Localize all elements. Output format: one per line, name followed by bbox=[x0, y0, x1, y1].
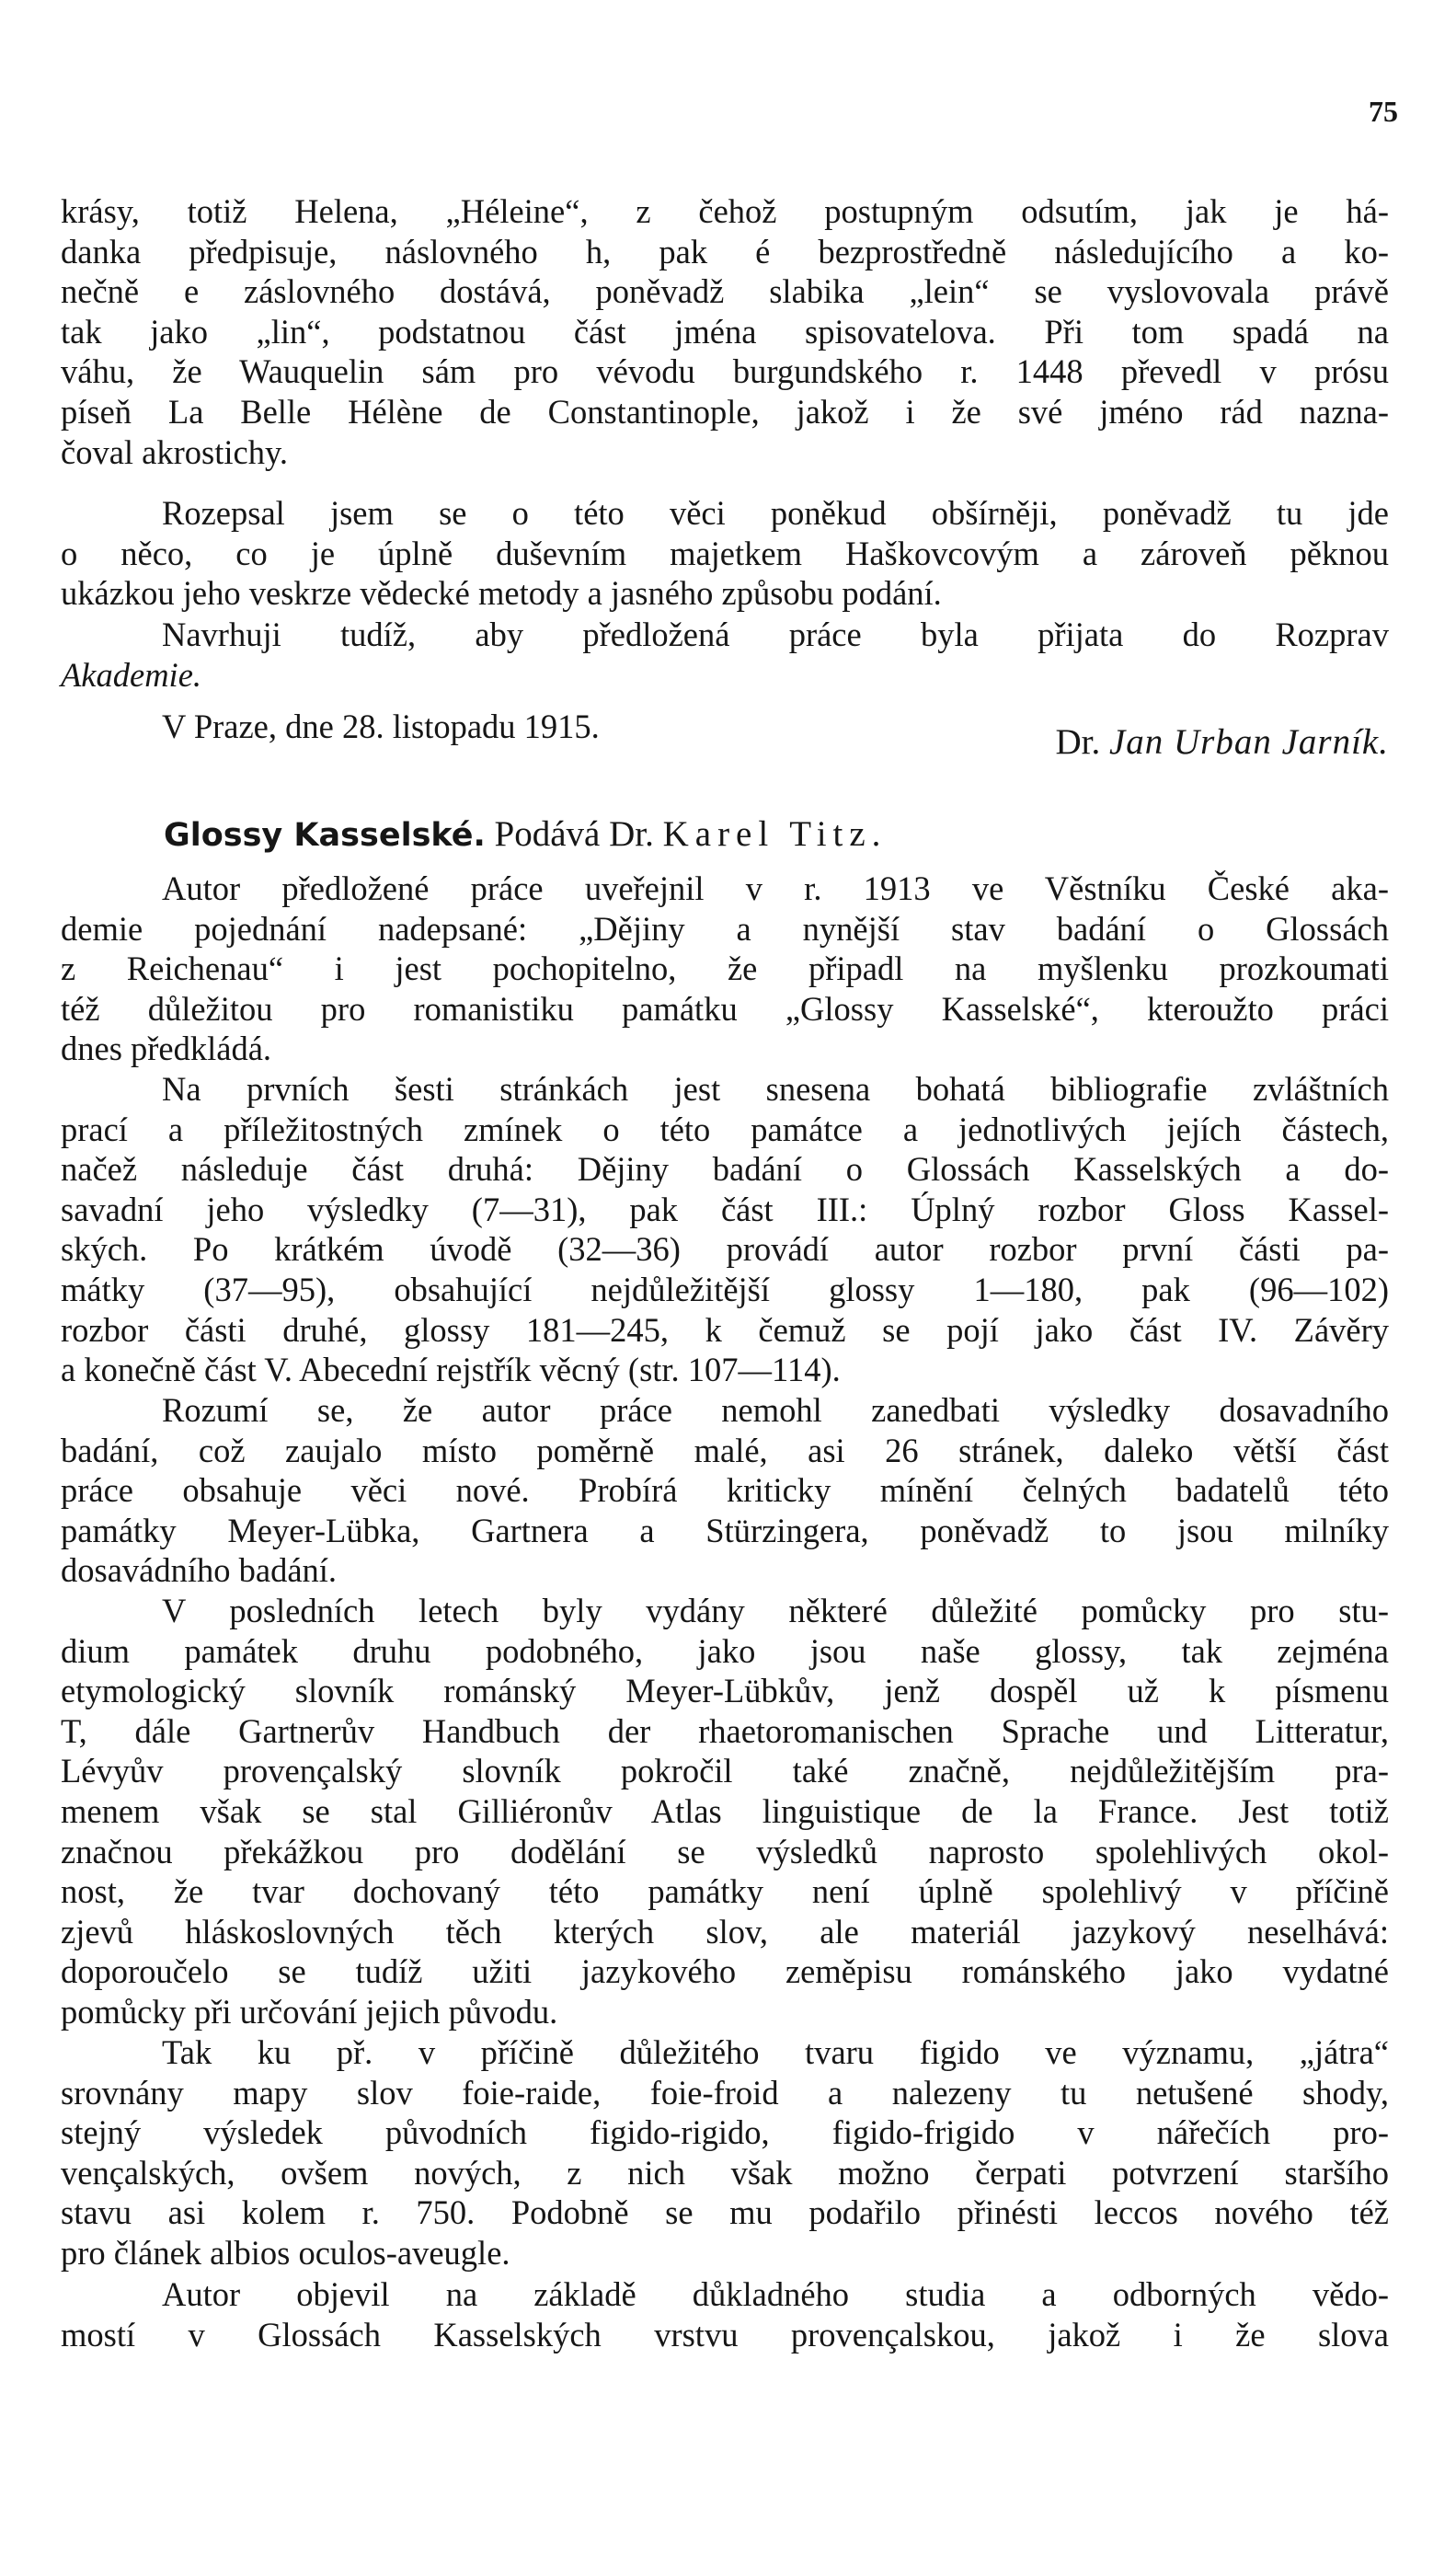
section-author: Karel Titz. bbox=[662, 814, 888, 854]
section-title: Glossy Kasselské. bbox=[164, 817, 486, 854]
text-line: T, dále Gartnerův Handbuch der rhaetoromanischen Sprache und Litteratur, bbox=[61, 1711, 1389, 1750]
text-line: etymologický slovník románský Meyer-Lübkův, jenž dospěl už k písmenu bbox=[61, 1672, 1389, 1710]
paragraph-3 bbox=[61, 615, 1389, 695]
text-line: demie pojednání nadepsané: „Dějiny a nynější stav badání o Glossách bbox=[61, 909, 1389, 948]
text-line: menem však se stal Gilliéronův Atlas linguistique de la France. Jest totiž bbox=[61, 1791, 1389, 1830]
text-line: Tak ku př. v příčině důležitého tvaru figido ve významu, „játra“ bbox=[162, 2033, 1389, 2071]
text-line: též důležitou pro romanistiku památku „Glossy Kasselské“, kteroužto práci bbox=[61, 989, 1389, 1028]
signature bbox=[923, 720, 1389, 765]
text-line: Autor objevil na základě důkladného studia a odborných vědo- bbox=[162, 2275, 1389, 2313]
text-line: Lévyův provençalský slovník pokročil také značně, nejdůležitějším pra- bbox=[61, 1752, 1389, 1790]
paragraph-8 bbox=[61, 1591, 1389, 2032]
text-line: ukázkou jeho veskrze vědecké metody a jasného způsobu podání. bbox=[61, 574, 942, 613]
text-line: doporoučelo se tudíž užiti jazykového zeměpisu románského jako vydatné bbox=[61, 1952, 1389, 1991]
text-line: píseň La Belle Hélène de Constantinople, jakož i že své jméno rád nazna- bbox=[61, 392, 1389, 431]
text-line: práce obsahuje věci nové. Probírá kriticky mínění čelných badatelů této bbox=[61, 1471, 1389, 1510]
text-line: mostí v Glossách Kasselských vrstvu provençalskou, jakož i že slova bbox=[61, 2315, 1389, 2354]
paragraph-6 bbox=[61, 1069, 1389, 1390]
section-by: Podává Dr. bbox=[494, 814, 654, 854]
section-heading bbox=[164, 812, 1389, 857]
text-line: čoval akrostichy. bbox=[61, 432, 288, 471]
text-line: načež následuje část druhá: Dějiny badání o Glossách Kasselských a do- bbox=[61, 1150, 1389, 1189]
text-line: pomůcky při určování jejich původu. bbox=[61, 1992, 558, 2031]
page-number: 75 bbox=[1369, 95, 1398, 128]
text-line: tak jako „lin“, podstatnou část jména spisovatelova. Při tom spadá na bbox=[61, 312, 1389, 351]
text-line: mátky (37—95), obsahující nejdůležitější glossy 1—180, pak (96—102) bbox=[61, 1270, 1389, 1308]
text-line: nost, že tvar dochovaný této památky není úplně spolehlivý v příčině bbox=[61, 1872, 1389, 1911]
text-line: dnes předkládá. bbox=[61, 1030, 272, 1068]
text-line: o něco, co je úplně duševním majetkem Haškovcovým a zároveň pěknou bbox=[61, 534, 1389, 572]
text-line: pro článek albios oculos-aveugle. bbox=[61, 2233, 510, 2272]
text-line: dosavádního badání. bbox=[61, 1551, 338, 1590]
text-line: dium památek druhu podobného, jako jsou naše glossy, tak zejména bbox=[61, 1631, 1389, 1670]
text-line bbox=[61, 655, 1389, 696]
text-line: stejný výsledek původních figido-rigido, figido-frigido v nářečích pro- bbox=[61, 2113, 1389, 2152]
text-line: a konečně část V. Abecední rejstřík věcný (str. 107—114). bbox=[61, 1351, 841, 1389]
text-line: badání, což zaujalo místo poměrně malé, asi 26 stránek, daleko větší část bbox=[61, 1431, 1389, 1469]
text-line: památky Meyer-Lübka, Gartnera a Stürzingera, poněvadž to jsou milníky bbox=[61, 1511, 1389, 1549]
text-line: srovnány mapy slov foie-raide, foie-froid a nalezeny tu netušené shody, bbox=[61, 2073, 1389, 2112]
text-line: zjevů hláskoslovných těch kterých slov, ale materiál jazykový neselhává: bbox=[61, 1912, 1389, 1951]
text-line: stavu asi kolem r. 750. Podobně se mu podařilo přinésti leccos nového též bbox=[61, 2193, 1389, 2232]
text-line: rozbor části druhé, glossy 181—245, k čemuž se pojí jako část IV. Závěry bbox=[61, 1310, 1389, 1349]
text-line: savadní jeho výsledky (7—31), pak část III.: Úplný rozbor Gloss Kassel- bbox=[61, 1190, 1389, 1228]
paragraph-2 bbox=[61, 493, 1389, 614]
text-line: danka předpisuje, náslovného h, pak é bezprostředně následujícího a ko- bbox=[61, 232, 1389, 270]
proposal-text: Navrhuji tudíž, aby předložená práce byla přijata do Rozprav bbox=[162, 616, 1389, 653]
text-line: značnou překážkou pro dodělání se výsledků naprosto spolehlivých okol- bbox=[61, 1832, 1389, 1870]
paragraph-10 bbox=[61, 2274, 1389, 2354]
paragraph-5 bbox=[61, 869, 1389, 1069]
paragraph-1 bbox=[61, 191, 1389, 472]
text-line: vençalských, ovšem nových, z nich však možno čerpati potvrzení staršího bbox=[61, 2153, 1389, 2192]
date-line: V Praze, dne 28. listopadu 1915. bbox=[162, 708, 600, 745]
text-line: Rozumí se, že autor práce nemohl zanedbati výsledky dosavadního bbox=[162, 1391, 1389, 1429]
text-line: Autor předložené práce uveřejnil v r. 1913 ve Věstníku České aka- bbox=[162, 869, 1389, 907]
signature-name: Jan Urban Jarník. bbox=[1108, 722, 1389, 762]
text-line: Na prvních šesti stránkách jest snesena bohatá bibliografie zvláštních bbox=[162, 1070, 1389, 1108]
text-line: Rozepsal jsem se o této věci poněkud obšírněji, poněvadž tu jde bbox=[162, 494, 1389, 532]
text-line: nečně e záslovného dostává, poněvadž slabika „lein“ se vyslovovala právě bbox=[61, 272, 1389, 311]
text-line: váhu, že Wauquelin sám pro vévodu burgundského r. 1448 převedl v prósu bbox=[61, 352, 1389, 391]
text-line bbox=[61, 615, 1389, 655]
paragraph-7 bbox=[61, 1390, 1389, 1591]
text-line: ských. Po krátkém úvodě (32—36) provádí autor rozbor první části pa- bbox=[61, 1230, 1389, 1269]
text-line: prací a příležitostných zmínek o této památce a jednotlivých jejích částech, bbox=[61, 1110, 1389, 1148]
journal-name: Akademie. bbox=[61, 655, 202, 694]
text-line: krásy, totiž Helena, „Héleine“, z čehož postupným odsutím, jak je há- bbox=[61, 192, 1389, 230]
text-line: V posledních letech byly vydány některé důležité pomůcky pro stu- bbox=[162, 1592, 1389, 1629]
text-line: z Reichenau“ i jest pochopitelno, že připadl na myšlenku prozkoumati bbox=[61, 949, 1389, 988]
paragraph-9 bbox=[61, 2032, 1389, 2273]
signature-title: Dr. bbox=[1055, 722, 1101, 762]
